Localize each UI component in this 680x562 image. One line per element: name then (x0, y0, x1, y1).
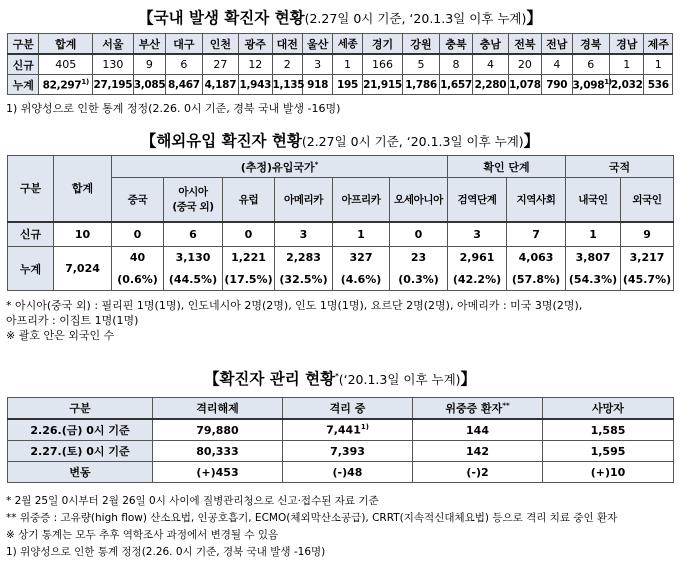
domestic-header-7 (272, 34, 302, 55)
domestic-cum-9-text: 21,915 (363, 78, 402, 91)
overseas-note-1: * 아시아(중국 외) : 필리핀 1명(1명), 인도네시아 2명(2명), 인도 1명(1명), 요르단 2명(2명), 아메리카 : 미국 3명(2명), (6, 299, 583, 312)
overseas-subheader-3 (275, 178, 333, 222)
domestic-cum-8 (333, 75, 362, 95)
domestic-header-15-text: 전남 (546, 37, 568, 51)
overseas-pct-4 (333, 269, 390, 291)
overseas-pct-5 (390, 269, 448, 291)
overseas-new-9-text: 9 (643, 227, 651, 241)
overseas-title-text: 해외유입 확진자 현황 (156, 132, 302, 150)
domestic-header-0 (8, 34, 39, 55)
domestic-cum-10-text: 1,786 (405, 78, 437, 91)
domestic-cum-8-text: 195 (337, 78, 359, 91)
domestic-cum-label (8, 75, 39, 95)
domestic-cum-13-text: 1,078 (509, 78, 541, 91)
domestic-new-label (8, 54, 39, 75)
overseas-cum-2-text: 1,221 (231, 251, 266, 265)
domestic-cum-13 (508, 75, 541, 95)
overseas-cumulative-row (8, 247, 674, 269)
management-title-text: 확진자 관리 현황 (219, 370, 336, 388)
overseas-pct-6-text: (42.2%) (452, 272, 502, 286)
management-cell-0-1-text: 79,880 (196, 423, 239, 437)
overseas-subheader-2-text: 유럽 (238, 193, 259, 206)
management-header-0 (8, 398, 153, 420)
overseas-country-header-sup: * (314, 159, 319, 168)
overseas-subheader-4 (333, 178, 390, 222)
management-header-3-sup: ** (502, 401, 510, 410)
domestic-new-13-text: 20 (517, 58, 532, 71)
domestic-header-5-text: 인천 (209, 37, 231, 51)
overseas-pct-1-text: (44.5%) (168, 272, 218, 286)
domestic-header-2 (93, 34, 134, 55)
domestic-cum-2 (133, 75, 165, 95)
management-cell-1-2 (283, 441, 413, 462)
overseas-subheader-asia-sub: (중국 외) (172, 201, 214, 214)
domestic-cum-12-text: 2,280 (474, 78, 507, 91)
overseas-new-5-text: 0 (414, 227, 423, 241)
overseas-country-header-text: (추정)유입국가 (240, 160, 315, 174)
domestic-new-16-text: 1 (623, 58, 631, 71)
domestic-cum-1-text: 27,195 (93, 78, 133, 91)
domestic-new-1-text: 130 (102, 58, 124, 71)
domestic-header-18-text: 제주 (647, 37, 669, 51)
domestic-cum-3-text: 8,467 (168, 78, 200, 91)
management-cell-2-1 (153, 462, 283, 483)
overseas-pct-2-text: (17.5%) (224, 272, 273, 286)
overseas-new-7 (507, 222, 566, 247)
management-cell-2-0-text: 변동 (69, 466, 91, 479)
management-header-row (8, 398, 674, 420)
overseas-pct-6 (448, 269, 507, 291)
management-note-2: ※ 상기 통계는 모두 추후 역학조사 과정에서 변경될 수 있음 (6, 529, 279, 541)
domestic-cum-4 (202, 75, 238, 95)
domestic-title: 【국내 발생 확진자 현황(2.27일 0시 기준, ‘20.1.3일 이후 누계)】 (138, 9, 542, 27)
overseas-cum-5 (390, 247, 448, 269)
overseas-cum-1 (164, 247, 223, 269)
domestic-header-16 (572, 34, 610, 55)
management-cell-1-3 (413, 441, 543, 462)
overseas-note-3: ※ 괄호 안은 외국인 수 (6, 329, 115, 342)
overseas-subheader-4-text: 아프리카 (341, 193, 381, 206)
overseas-cum-8 (566, 247, 621, 269)
domestic-cum-15-text: 3,098 (572, 79, 605, 92)
overseas-subtitle: (2.27일 0시 기준, ‘20.1.3일 이후 누계) (301, 134, 524, 149)
domestic-cum-11 (439, 75, 472, 95)
domestic-new-label-text: 신규 (12, 58, 34, 72)
domestic-header-5 (202, 34, 238, 55)
domestic-new-12-text: 4 (486, 58, 494, 71)
overseas-new-6 (448, 222, 507, 247)
overseas-new-2 (223, 222, 275, 247)
domestic-new-10-text: 5 (417, 58, 425, 71)
management-cell-1-1-text: 80,333 (196, 444, 239, 458)
overseas-subheader-0 (112, 178, 164, 222)
overseas-note-2: 아프리카 : 이집트 1명(1명) (6, 314, 139, 327)
domestic-new-9 (362, 54, 403, 75)
domestic-cum-14 (542, 75, 572, 95)
domestic-header-4 (166, 34, 202, 55)
overseas-cum-7-text: 4,063 (518, 251, 554, 265)
management-cell-0-3 (413, 419, 543, 441)
domestic-new-16 (610, 54, 644, 75)
domestic-cum-9 (362, 75, 403, 95)
domestic-header-12-text: 충북 (445, 37, 467, 51)
overseas-new-3-text: 3 (299, 227, 308, 241)
overseas-cum-2 (223, 247, 275, 269)
management-cell-0-2-text: 7,441 (326, 423, 361, 437)
overseas-new-5 (390, 222, 448, 247)
overseas-nation-header: 국적 (566, 156, 674, 178)
overseas-subheader-8-text: 내국인 (578, 193, 608, 206)
management-cell-1-0 (8, 441, 153, 462)
domestic-header-13-text: 충남 (479, 37, 502, 51)
domestic-new-15-text: 6 (587, 58, 595, 71)
management-title-sup: * (335, 371, 339, 380)
management-table (7, 397, 674, 483)
overseas-cum-6-text: 2,961 (459, 251, 495, 265)
overseas-subheader-5-text: 오세아니아 (394, 193, 443, 206)
domestic-new-9-text: 166 (372, 58, 393, 71)
domestic-header-6 (239, 34, 272, 55)
domestic-cum-5-text: 1,943 (239, 78, 272, 91)
overseas-cum-6 (448, 247, 507, 269)
overseas-new-0 (112, 222, 164, 247)
overseas-table (7, 155, 674, 291)
overseas-cum-8-text: 3,807 (575, 251, 611, 265)
management-cell-0-2-sup: 1) (360, 423, 369, 432)
overseas-title: 【해외유입 확진자 현황(2.27일 0시 기준, ‘20.1.3일 이후 누계)】 (140, 132, 540, 150)
overseas-new-row (8, 222, 674, 247)
domestic-header-16-text: 경북 (580, 37, 602, 51)
management-title: 【확진자 관리 현황*(‘20.1.3일 이후 누계)】 (203, 370, 477, 388)
overseas-pct-0 (112, 269, 164, 291)
domestic-header-14-text: 전북 (514, 37, 536, 51)
domestic-cum-1 (93, 75, 134, 95)
overseas-cum-total (54, 247, 112, 291)
domestic-new-5 (239, 54, 272, 75)
overseas-pct-5-text: (0.3%) (398, 272, 439, 286)
domestic-cum-14-text: 790 (546, 78, 568, 91)
overseas-cum-4 (333, 247, 390, 269)
domestic-new-15 (572, 54, 610, 75)
domestic-new-6-text: 2 (283, 58, 291, 71)
overseas-pct-8-text: (54.3%) (568, 272, 618, 286)
overseas-new-2-text: 0 (244, 227, 253, 241)
domestic-header-2-text: 서울 (102, 37, 124, 51)
domestic-cum-10 (403, 75, 439, 95)
overseas-subheader-5 (390, 178, 448, 222)
domestic-new-0-text: 405 (55, 58, 77, 71)
domestic-new-5-text: 12 (248, 58, 263, 71)
overseas-new-7-text: 7 (532, 227, 540, 241)
domestic-new-8 (333, 54, 362, 75)
domestic-new-4-text: 27 (213, 58, 228, 71)
management-cell-0-3-text: 144 (466, 423, 489, 437)
domestic-cum-0-sup: 1) (81, 77, 89, 86)
overseas-pct-7-text: (57.8%) (511, 272, 561, 286)
overseas-confirm-header: 확인 단계 (448, 156, 566, 178)
management-subtitle: (‘20.1.3일 이후 누계) (338, 372, 461, 387)
domestic-cum-12 (473, 75, 508, 95)
domestic-new-8-text: 1 (344, 58, 352, 71)
domestic-cum-15-sup: 1) (604, 77, 612, 86)
domestic-new-7-text: 3 (314, 58, 322, 71)
domestic-subtitle: (2.27일 0시 기준, ‘20.1.3일 이후 누계) (304, 11, 527, 26)
domestic-header-8-text: 울산 (307, 37, 329, 51)
overseas-subheader-1 (164, 178, 223, 222)
domestic-cum-7-text: 918 (307, 78, 329, 91)
domestic-new-13 (508, 54, 541, 75)
overseas-cum-5-text: 23 (410, 251, 427, 265)
overseas-cum-label (8, 247, 54, 291)
domestic-header-8 (302, 34, 332, 55)
overseas-gubun-header: 구분 (8, 156, 54, 222)
management-cell-0-2 (283, 419, 413, 441)
overseas-pct-9-text: (45.7%) (622, 272, 672, 286)
management-cell-2-3-text: (-)2 (466, 465, 489, 479)
domestic-cum-16-text: 2,032 (610, 78, 643, 91)
management-cell-2-0 (8, 462, 153, 483)
overseas-pct-1 (164, 269, 223, 291)
domestic-new-17-text: 1 (654, 58, 662, 71)
management-cell-1-0-text: 2.27.(토) 0시 기준 (30, 445, 130, 458)
overseas-new-label-text: 신규 (19, 228, 42, 242)
overseas-total-header: 합계 (54, 156, 112, 222)
management-cell-1-4 (543, 441, 674, 462)
domestic-header-10 (362, 34, 403, 55)
overseas-pct-0-text: (0.6%) (117, 272, 158, 286)
overseas-subheader-7-text: 지역사회 (516, 193, 556, 206)
domestic-header-17-text: 경남 (616, 37, 638, 51)
management-header-3-text: 위중증 환자 (445, 402, 503, 415)
overseas-pct-8 (566, 269, 621, 291)
overseas-cum-1-text: 3,130 (175, 251, 211, 265)
overseas-subheader-2 (223, 178, 275, 222)
domestic-cum-17-text: 536 (647, 78, 669, 91)
domestic-header-4-text: 대구 (173, 37, 195, 51)
management-cell-2-2 (283, 462, 413, 483)
domestic-header-12 (439, 34, 472, 55)
domestic-cum-0 (39, 75, 93, 95)
overseas-subheader-9-text: 외국인 (632, 193, 662, 206)
domestic-new-14-text: 4 (553, 58, 561, 71)
overseas-new-1 (164, 222, 223, 247)
overseas-subheader-0-text: 중국 (127, 193, 148, 206)
domestic-header-9-text: 세종 (337, 38, 358, 50)
overseas-new-4 (333, 222, 390, 247)
overseas-pct-2 (223, 269, 275, 291)
overseas-subheader-9 (621, 178, 674, 222)
domestic-cum-6-text: 1,135 (272, 78, 305, 91)
management-header-1-text: 격리해제 (196, 402, 239, 415)
domestic-header-14 (508, 34, 541, 55)
overseas-new-3 (275, 222, 333, 247)
domestic-note: 1) 위양성으로 인한 통계 정정(2.26. 0시 기준, 경북 국내 발생 -16명) (6, 102, 341, 115)
domestic-header-6-text: 광주 (244, 37, 266, 51)
overseas-new-9 (621, 222, 674, 247)
overseas-new-label (8, 222, 54, 247)
overseas-new-8 (566, 222, 621, 247)
management-cell-1-3-text: 142 (466, 444, 489, 458)
overseas-cum-7 (507, 247, 566, 269)
domestic-header-row (8, 34, 673, 55)
domestic-header-3 (133, 34, 165, 55)
management-note-3: 1) 위양성으로 인한 통계 정정(2.26. 0시 기준, 경북 국내 발생 -16명) (6, 546, 326, 558)
management-row-2 (8, 462, 674, 483)
domestic-new-17 (644, 54, 673, 75)
overseas-cum-9-text: 3,217 (629, 251, 665, 265)
overseas-cum-0 (112, 247, 164, 269)
domestic-header-1-text: 합계 (55, 37, 77, 51)
management-header-1 (153, 398, 283, 420)
overseas-cum-label-text: 누계 (19, 262, 42, 276)
domestic-new-row (8, 54, 673, 75)
management-cell-1-1 (153, 441, 283, 462)
domestic-new-3-text: 6 (180, 58, 188, 71)
management-cell-1-4-text: 1,595 (590, 444, 626, 458)
domestic-cum-7 (302, 75, 332, 95)
overseas-pct-9 (621, 269, 674, 291)
domestic-header-7-text: 대전 (276, 37, 298, 51)
management-cell-0-1 (153, 419, 283, 441)
overseas-new-8-text: 1 (589, 227, 597, 241)
domestic-header-9 (333, 34, 362, 55)
overseas-pct-3 (275, 269, 333, 291)
domestic-title-text: 국내 발생 확진자 현황 (153, 9, 305, 27)
overseas-subheader-3-text: 아메리카 (284, 193, 323, 206)
management-cell-0-4-text: 1,585 (590, 423, 626, 437)
overseas-pct-7 (507, 269, 566, 291)
management-cell-0-4 (543, 419, 674, 441)
domestic-new-11-text: 8 (452, 58, 460, 71)
overseas-cum-3 (275, 247, 333, 269)
domestic-new-6 (272, 54, 302, 75)
management-header-2 (283, 398, 413, 420)
management-header-4 (543, 398, 674, 420)
domestic-header-10-text: 경기 (371, 37, 394, 51)
management-header-3 (413, 398, 543, 420)
domestic-cum-11-text: 1,657 (440, 78, 472, 91)
domestic-cum-0-text: 82,297 (42, 79, 82, 92)
overseas-new-4-text: 1 (357, 227, 365, 241)
domestic-header-17 (610, 34, 644, 55)
domestic-header-0-text: 구분 (12, 37, 34, 51)
domestic-header-18 (644, 34, 673, 55)
domestic-new-10 (403, 54, 439, 75)
domestic-cum-17 (644, 75, 673, 95)
overseas-pct-4-text: (4.6%) (340, 272, 382, 286)
overseas-subheader-8 (566, 178, 621, 222)
overseas-new-total-text: 10 (74, 227, 91, 241)
domestic-cum-3 (166, 75, 202, 95)
management-header-0-text: 구분 (69, 402, 91, 415)
management-cell-1-2-text: 7,393 (330, 444, 365, 458)
management-cell-2-3 (413, 462, 543, 483)
overseas-cum-3-text: 2,283 (286, 251, 321, 265)
overseas-new-6-text: 3 (473, 227, 481, 241)
domestic-table (7, 33, 673, 95)
domestic-cum-4-text: 4,187 (204, 78, 237, 91)
management-header-2-text: 격리 중 (329, 402, 366, 415)
overseas-country-header (112, 156, 448, 178)
domestic-new-0 (39, 54, 93, 75)
domestic-header-3-text: 부산 (138, 37, 161, 51)
domestic-cum-15 (572, 75, 610, 95)
domestic-header-15 (542, 34, 572, 55)
domestic-cumulative-row (8, 75, 673, 95)
management-cell-0-0 (8, 419, 153, 441)
domestic-new-11 (439, 54, 472, 75)
domestic-cum-label-text: 누계 (12, 78, 34, 92)
overseas-cum-9 (621, 247, 674, 269)
domestic-new-12 (473, 54, 508, 75)
domestic-new-2-text: 9 (145, 58, 153, 71)
overseas-cum-total-text: 7,024 (65, 262, 100, 275)
overseas-subheader-1-text: 아시아 (178, 186, 208, 199)
overseas-cum-0-text: 40 (129, 251, 146, 265)
management-cell-2-2-text: (-)48 (332, 465, 363, 479)
domestic-cum-16 (610, 75, 644, 95)
management-note-1: ** 위중증 : 고유량(high flow) 산소요법, 인공호흡기, ECMO(체외막산소공급), CRRT(지속적신대체요법) 등으로 격리 치료 중인 환자 (6, 512, 618, 524)
domestic-header-13 (473, 34, 508, 55)
domestic-new-3 (166, 54, 202, 75)
domestic-new-4 (202, 54, 238, 75)
overseas-new-0-text: 0 (133, 227, 142, 241)
management-cell-0-0-text: 2.26.(금) 0시 기준 (30, 424, 130, 437)
domestic-new-14 (542, 54, 572, 75)
management-note-0: * 2월 25일 0시부터 2월 26일 0시 사이에 질병관리청으로 신고·접수된 자료 기준 (6, 495, 379, 507)
management-cell-2-4-text: (+)10 (590, 465, 626, 479)
domestic-cum-5 (239, 75, 272, 95)
overseas-subheader-7 (507, 178, 566, 222)
domestic-header-11-text: 강원 (410, 37, 432, 51)
management-header-4-text: 사망자 (592, 402, 624, 415)
domestic-new-7 (302, 54, 332, 75)
domestic-cum-2-text: 3,085 (133, 78, 166, 91)
management-row-1 (8, 441, 674, 462)
overseas-cum-4-text: 327 (349, 251, 373, 265)
management-row-0 (8, 419, 674, 441)
overseas-pct-3-text: (32.5%) (279, 272, 328, 286)
domestic-header-11 (403, 34, 439, 55)
overseas-subheader-6-text: 검역단계 (457, 193, 497, 206)
domestic-new-2 (133, 54, 165, 75)
management-cell-2-1-text: (+)453 (196, 465, 239, 479)
management-cell-2-4 (543, 462, 674, 483)
domestic-header-1 (39, 34, 93, 55)
overseas-new-1-text: 6 (189, 227, 197, 241)
domestic-new-1 (93, 54, 134, 75)
overseas-subheader-6 (448, 178, 507, 222)
overseas-new-total (54, 222, 112, 247)
domestic-cum-6 (272, 75, 305, 95)
